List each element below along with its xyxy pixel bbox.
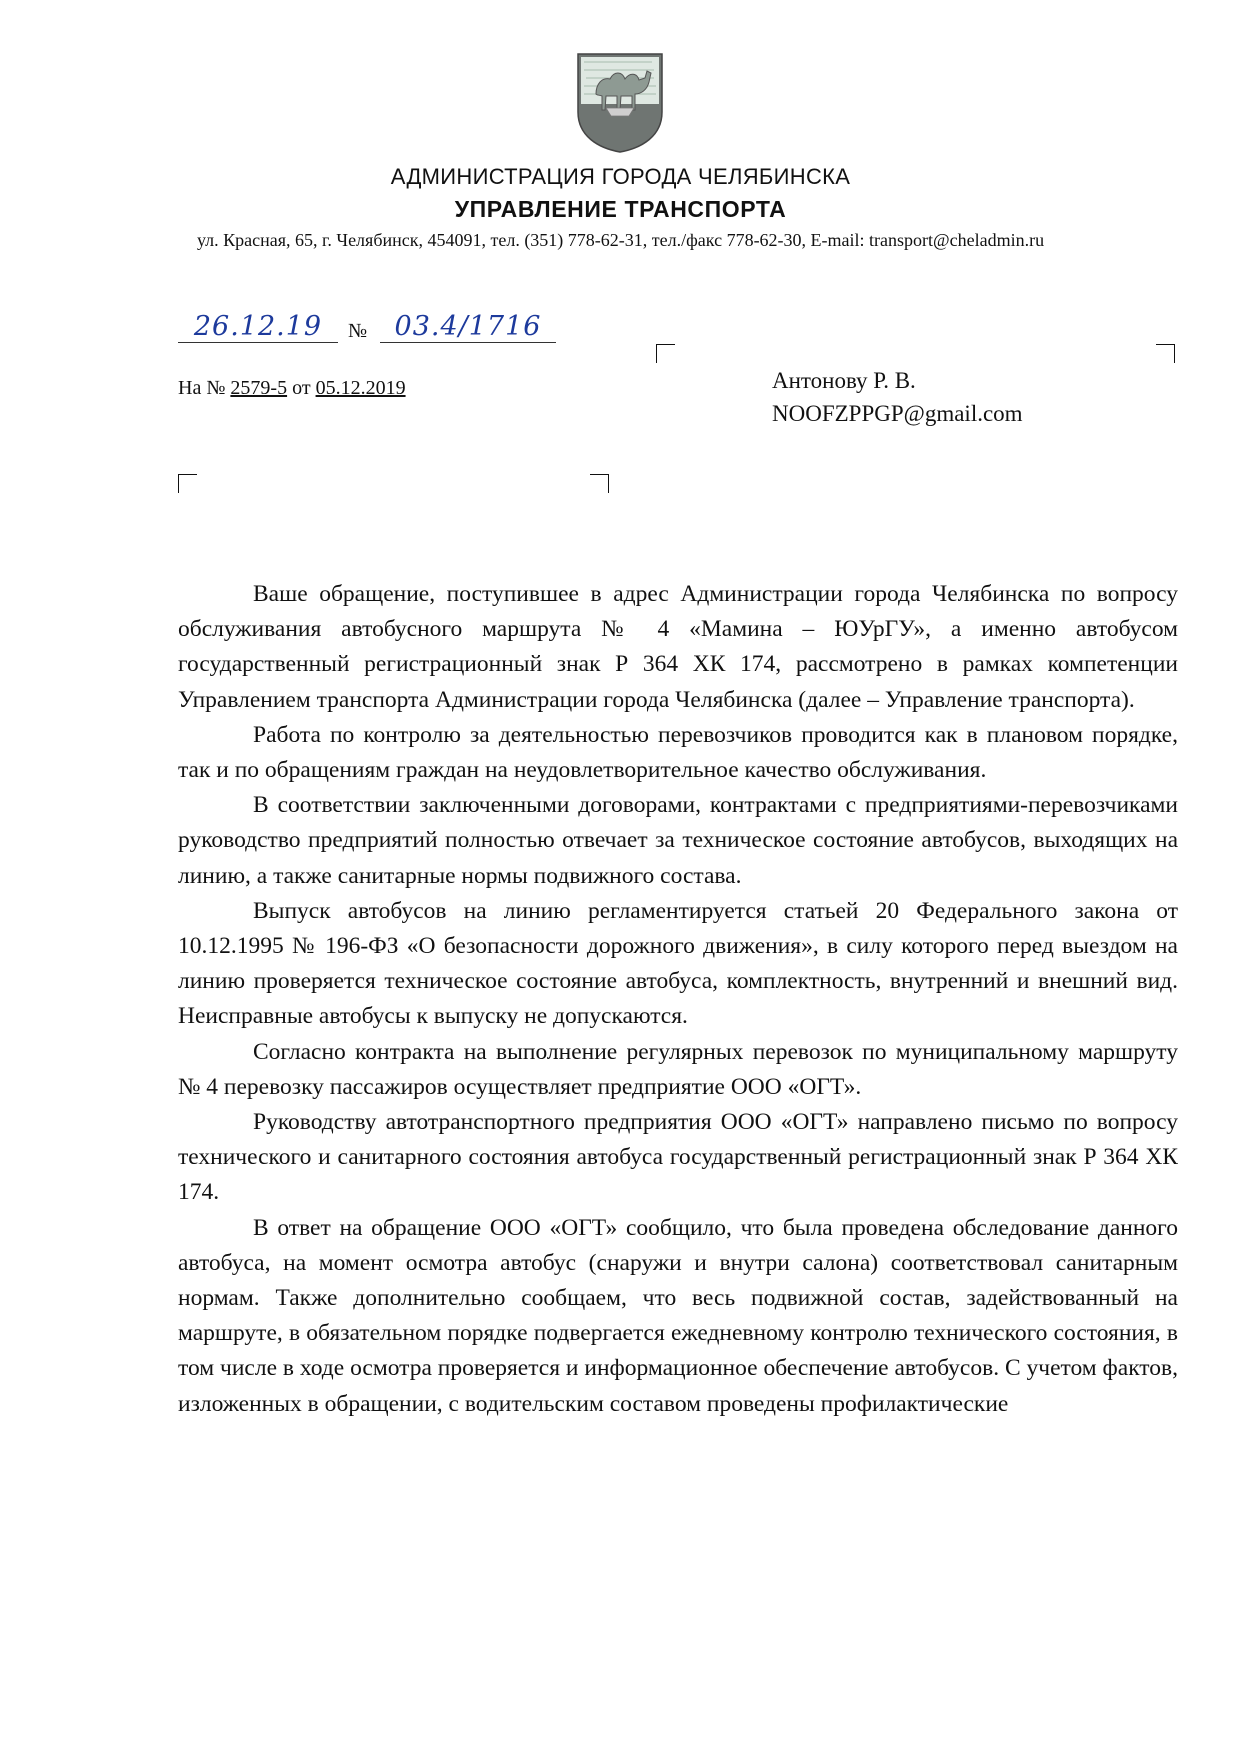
address-corner-top-right [1156,344,1175,363]
org-name: АДМИНИСТРАЦИЯ ГОРОДА ЧЕЛЯБИНСКА [390,164,851,189]
recipient-email: NOOFZPPGP@gmail.com [772,401,1023,426]
subject-corner-top-left [178,474,197,493]
city-emblem-icon [574,50,666,154]
body-paragraph: В ответ на обращение ООО «ОГТ» сообщило, что была проведена обследование данного автобуса, на момент осмотра автобус (снаружи и внутри салона) соответствовал санитарным нормам. Также дополнительно сообщаем, что весь подвижной состав, задействованный на маршруте, в обязательном порядке подвергается ежедневному контролю технического состояния, в том числе в ходе осмотра проверяется и информационное обеспечение автобусов. С учетом фактов, изложенных в обращении, с водительским составом проведены профилактические [178,1214,1178,1417]
reference-from-label: от [292,377,311,399]
registration-line [178,312,558,342]
registration-number: 03.4/1716 [380,312,556,343]
registration-date: 26.12.19 [178,312,338,343]
body-paragraph: Согласно контракта на выполнение регулярных перевозок по муниципальному маршруту № 4 перевозку пассажиров осуществляет предприятие ООО «ОГТ». [178,1038,1178,1100]
address-corner-top-left [656,344,675,363]
reference-prefix: На № [178,377,226,399]
body-paragraph: Руководству автотранспортного предприятия ООО «ОГТ» направлено письмо по вопросу технического и санитарного состояния автобуса государственный регистрационный знак Р 364 ХК 174. [178,1109,1178,1206]
body-paragraph: Ваше обращение, поступившее в адрес Администрации города Челябинска по вопросу обслуживания автобусного маршрута № 4 «Мамина – ЮУрГУ», а именно автобусом государственный регистрационный знак Р 364 ХК 174, рассмотрено в рамках компетенции Управлением транспорта Администрации города Челябинска (далее – Управление транспорта). [178,581,1178,713]
recipient-block [772,364,1023,430]
registration-number-label: № [348,320,368,342]
reference-number: 2579-5 [230,377,288,399]
letter-body [178,577,1178,1422]
reference-line [178,377,406,400]
org-address: ул. Красная, 65, г. Челябинск, 454091, тел. (351) 778-62-31, тел./факс 778-62-30, E-mail: transport@cheladmin.ru [196,230,1045,250]
body-paragraph: В соответствии заключенными договорами, контрактами с предприятиями-перевозчиками руководство предприятий полностью отвечает за техническое состояние автобусов, выходящих на линию, а также санитарные нормы подвижного состава. [178,792,1178,889]
reference-date: 05.12.2019 [315,377,406,399]
body-paragraph: Выпуск автобусов на линию регламентируется статьей 20 Федерального закона от 10.12.1995 № 196-ФЗ «О безопасности дорожного движения», в силу которого перед выездом на линию проверяется техническое состояние автобуса, комплектность, внутренний и внешний вид. Неисправные автобусы к выпуску не допускаются. [178,897,1178,1030]
recipient-name: Антонову Р. В. [772,368,916,393]
body-paragraph: Работа по контролю за деятельностью перевозчиков проводится как в плановом порядке, так и по обращениям граждан на неудовлетворительное качество обслуживания. [178,721,1178,784]
subject-corner-top-right [590,474,609,493]
department-name: УПРАВЛЕНИЕ ТРАНСПОРТА [454,196,787,222]
